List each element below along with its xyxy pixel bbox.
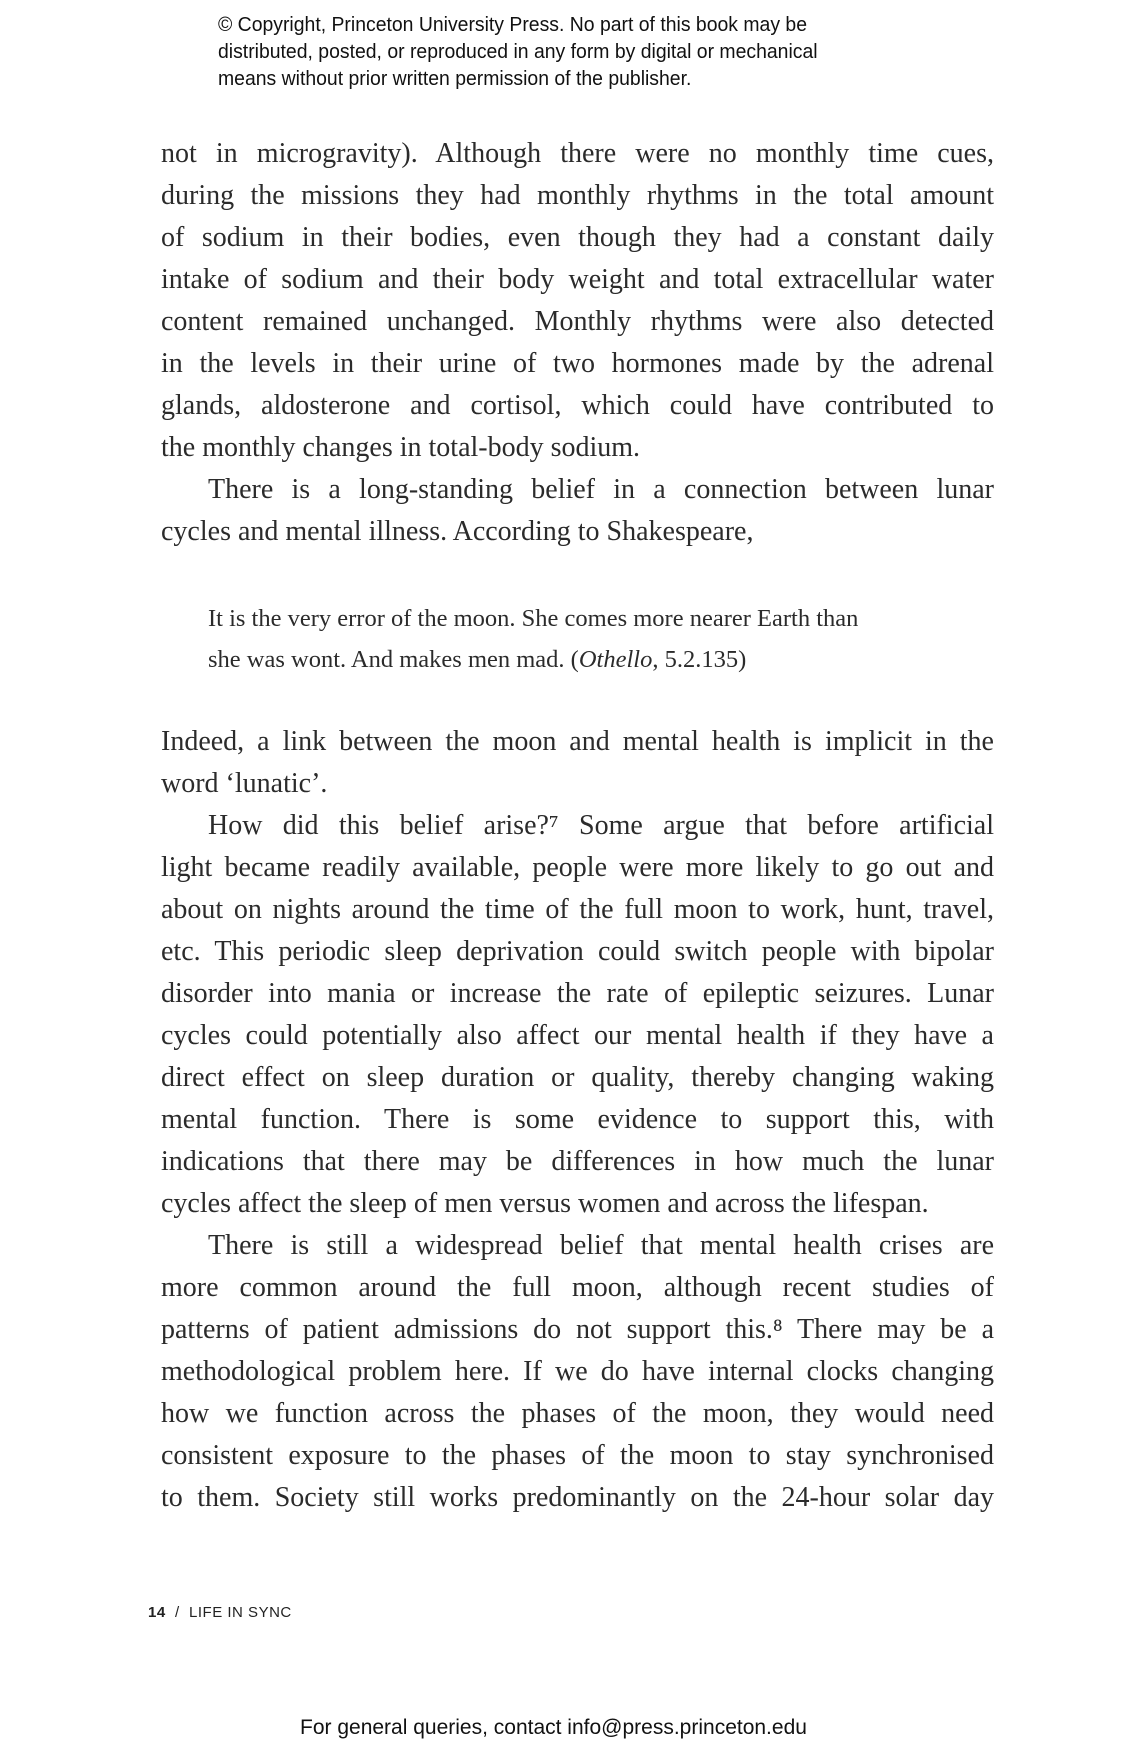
paragraph (161, 721, 994, 805)
quote-source-title: Othello (578, 646, 653, 673)
text-line: cycles and mental illness. According to Shakespeare, (161, 516, 754, 547)
text-line: in the levels in their urine of two hormones made by the adrenal (161, 348, 994, 379)
contact-line: For general queries, contact info@press.princeton.edu (300, 1716, 807, 1739)
quote-text: she was wont. And makes men mad. ( (208, 646, 579, 673)
body-text (161, 133, 994, 1519)
text-line: intake of sodium and their body weight and total extracellular water (161, 264, 994, 295)
text-line: mental function. There is some evidence to support this, with (161, 1104, 994, 1135)
text-line: about on nights around the time of the full moon to work, hunt, travel, (161, 894, 994, 925)
text-line: during the missions they had monthly rhythms in the total amount (161, 180, 994, 211)
paragraph (161, 805, 994, 1225)
text-line: disorder into mania or increase the rate of epileptic seizures. Lunar (161, 978, 994, 1009)
text-line: There is still a widespread belief that mental health crises are (208, 1230, 994, 1261)
text-line: of sodium in their bodies, even though they had a constant daily (161, 222, 994, 253)
footer-separator: / (175, 1604, 180, 1621)
copyright-line: © Copyright, Princeton University Press. No part of this book may be (218, 14, 808, 36)
text-line: glands, aldosterone and cortisol, which could have contributed to (161, 390, 994, 421)
block-quote (208, 598, 994, 680)
text-line: more common around the full moon, although recent studies of (161, 1272, 994, 1303)
copyright-line: means without prior written permission of the publisher. (218, 68, 692, 90)
paragraphs-after-quote (161, 721, 994, 1519)
copyright-notice (218, 12, 818, 93)
text-line: word ‘lunatic’. (161, 768, 328, 799)
text-line: to them. Society still works predominantly on the 24-hour solar day (161, 1482, 994, 1513)
text-line: cycles could potentially also affect our mental health if they have a (161, 1020, 994, 1051)
text-line: consistent exposure to the phases of the moon to stay synchronised (161, 1440, 994, 1471)
quote-line (208, 639, 994, 680)
paragraph (161, 133, 994, 469)
text-line: indications that there may be differences in how much the lunar (161, 1146, 994, 1177)
text-line: light became readily available, people were more likely to go out and (161, 852, 994, 883)
text-line: cycles affect the sleep of men versus women and across the lifespan. (161, 1188, 929, 1219)
running-title: LIFE IN SYNC (189, 1604, 292, 1621)
text-line: patterns of patient admissions do not support this.⁸ There may be a (161, 1314, 994, 1345)
text-line: methodological problem here. If we do have internal clocks changing (161, 1356, 994, 1387)
text-line: direct effect on sleep duration or quality, thereby changing waking (161, 1062, 994, 1093)
text-line: How did this belief arise?⁷ Some argue that before artificial (208, 810, 994, 841)
quote-reference: , 5.2.135) (652, 646, 747, 673)
text-line: content remained unchanged. Monthly rhythms were also detected (161, 306, 994, 337)
text-line: not in microgravity). Although there were no monthly time cues, (161, 138, 994, 169)
text-line: how we function across the phases of the moon, they would need (161, 1398, 994, 1429)
paragraph (161, 1225, 994, 1519)
text-line: the monthly changes in total-body sodium. (161, 432, 641, 463)
text-line: etc. This periodic sleep deprivation could switch people with bipolar (161, 936, 994, 967)
copyright-line: distributed, posted, or reproduced in any form by digital or mechanical (218, 41, 818, 63)
paragraphs-before-quote (161, 133, 994, 553)
running-footer (148, 1604, 292, 1621)
paragraph (161, 469, 994, 553)
page-number: 14 (148, 1604, 166, 1621)
quote-line: It is the very error of the moon. She comes more nearer Earth than (208, 605, 859, 632)
text-line: There is a long-standing belief in a connection between lunar (208, 474, 994, 505)
text-line: Indeed, a link between the moon and mental health is implicit in the (161, 726, 994, 757)
